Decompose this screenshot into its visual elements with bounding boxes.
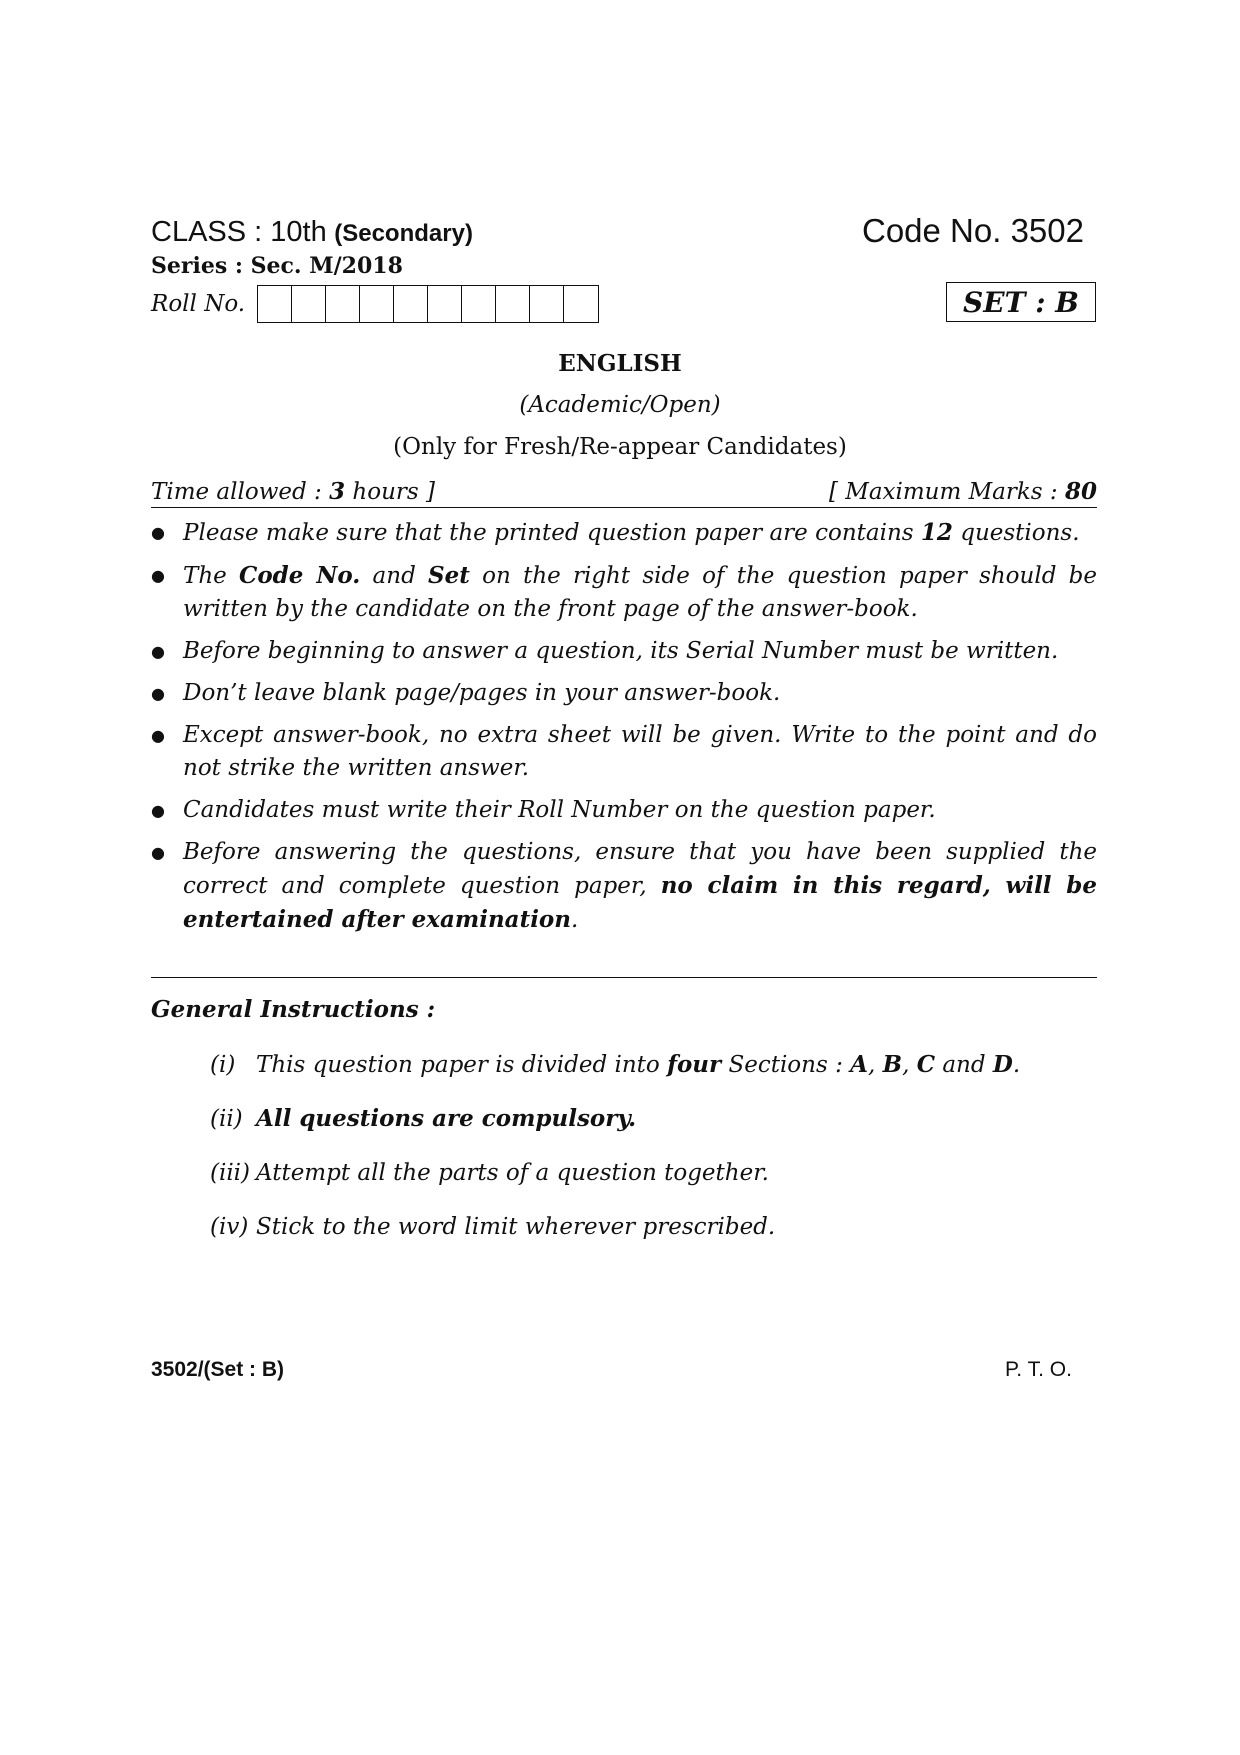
roll-number-row: [151, 284, 599, 324]
roll-number-box: [292, 286, 326, 322]
set-label: SET : B: [946, 282, 1096, 322]
emphasis-text: A: [850, 1051, 868, 1078]
emphasis-text: D: [992, 1051, 1013, 1078]
item-number: (iv): [210, 1214, 249, 1240]
instruction-text: Before answering the questions, ensure that you have been supplied the correct and complete question paper,: [183, 839, 1097, 899]
item-text: [256, 1210, 775, 1244]
instruction-text: This question paper is divided into: [256, 1052, 668, 1078]
time-marks-row: [151, 478, 1097, 508]
instruction-text: and: [935, 1052, 993, 1078]
general-instruction-item: [210, 1048, 1090, 1082]
instruction-text: Before beginning to answer a question, its Serial Number must be written.: [183, 638, 1059, 664]
instruction-text: ,: [902, 1052, 917, 1078]
instruction-text: .: [1012, 1052, 1021, 1078]
general-instructions-list: [210, 1048, 1090, 1264]
roll-number-label: Roll No.: [151, 291, 246, 317]
class-line: [151, 216, 473, 249]
item-number: (i): [210, 1052, 236, 1078]
general-instructions-heading: General Instructions :: [151, 996, 436, 1023]
instruction-item: [151, 836, 1097, 937]
emphasis-text: Set: [428, 562, 470, 589]
instruction-text: The: [183, 563, 240, 589]
instruction-text: questions.: [952, 520, 1080, 546]
roll-number-box: [530, 286, 564, 322]
maximum-marks: [ Maximum Marks : 80: [828, 478, 1097, 505]
general-instruction-item: [210, 1102, 1090, 1136]
emphasis-text: All questions are compulsory.: [256, 1105, 637, 1132]
general-instruction-item: [210, 1210, 1090, 1244]
emphasis-text: four: [667, 1051, 722, 1078]
footer-pto: P. T. O.: [1005, 1358, 1072, 1381]
roll-number-box: [326, 286, 360, 322]
candidates-label: (Only for Fresh/Re-appear Candidates): [393, 434, 847, 460]
general-instruction-item: [210, 1156, 1090, 1190]
class-label: CLASS : 10th: [151, 216, 327, 248]
instruction-text: Attempt all the parts of a question together.: [256, 1160, 769, 1186]
instruction-item: [151, 794, 1097, 827]
instruction-item: [151, 516, 1097, 550]
item-text: [256, 1048, 1020, 1082]
instruction-text: on the right side of the question paper should be written by the candidate on the front page of the answer-book.: [183, 563, 1098, 622]
code-number: Code No. 3502: [862, 212, 1084, 249]
instruction-item: [151, 677, 1097, 710]
subject-title: ENGLISH: [558, 350, 682, 377]
emphasis-text: no claim in this regard, will be entertained after examination: [183, 872, 1097, 933]
roll-number-box: [394, 286, 428, 322]
instruction-text: Except answer-book, no extra sheet will be given. Write to the point and do not strike the written answer.: [183, 722, 1097, 781]
instruction-text: and: [360, 563, 429, 589]
instruction-text: Stick to the word limit wherever prescribed.: [256, 1214, 776, 1240]
roll-number-box: [428, 286, 462, 322]
emphasis-text: C: [916, 1051, 936, 1078]
instruction-list: [151, 516, 1097, 946]
series-label: Series : Sec. M/2018: [151, 253, 403, 279]
instruction-text: Candidates must write their Roll Number on the question paper.: [183, 797, 936, 823]
instruction-text: Sections :: [721, 1052, 851, 1078]
roll-number-box: [360, 286, 394, 322]
class-level: (Secondary): [334, 220, 473, 247]
instruction-text: Please make sure that the printed question paper are contains: [183, 520, 921, 546]
roll-number-boxes: [257, 285, 599, 323]
instruction-text: Don’t leave blank page/pages in your answer-book.: [183, 680, 781, 706]
divider: [151, 977, 1097, 978]
item-number: (iii): [210, 1160, 251, 1186]
emphasis-text: Code No.: [239, 562, 361, 589]
item-text: [256, 1156, 769, 1190]
instruction-item: [151, 559, 1097, 626]
instruction-item: [151, 719, 1097, 785]
emphasis-text: B: [882, 1051, 903, 1078]
instruction-item: [151, 635, 1097, 668]
item-number: (ii): [210, 1106, 243, 1132]
roll-number-box: [496, 286, 530, 322]
stream-label: (Academic/Open): [519, 392, 721, 418]
roll-number-box: [564, 286, 598, 322]
time-allowed: Time allowed : 3 hours ]: [151, 478, 435, 505]
item-text: [256, 1102, 636, 1136]
instruction-text: .: [571, 907, 579, 933]
roll-number-box: [258, 286, 292, 322]
roll-number-box: [462, 286, 496, 322]
emphasis-text: 12: [920, 519, 953, 546]
instruction-text: ,: [868, 1052, 883, 1078]
footer-code: 3502/(Set : B): [151, 1358, 285, 1381]
